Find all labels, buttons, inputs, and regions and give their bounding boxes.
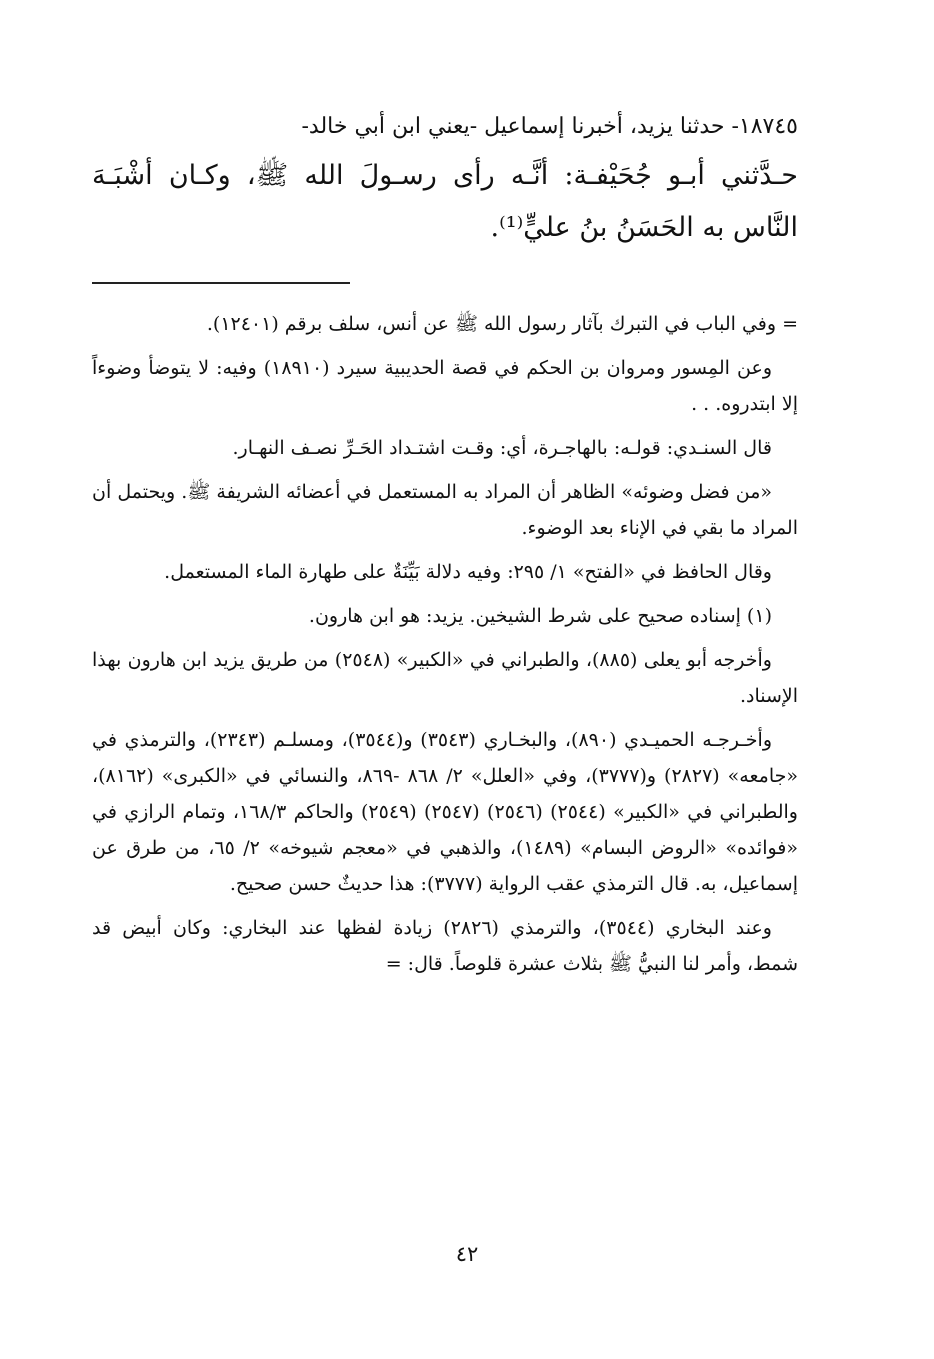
hadith-number-line: ١٨٧٤٥- حدثنا يزيد، أخبرنا إسماعيل -يعني ابن أبي خالد- (301, 114, 798, 139)
footnote-paragraph: وأخرجه أبو يعلى (٨٨٥)، والطبراني في «الكبير» (٢٥٤٨) من طريق يزيد ابن هارون بهذا الإسناد. (92, 649, 798, 707)
footnote-separator-wrap (92, 282, 798, 284)
footnote-paragraph: وقال الحافظ في «الفتح» ١/ ٢٩٥: وفيه دلالة بَيِّنَةٌ على طهارة الماء المستعمل. (164, 561, 772, 583)
page-number: ٤٢ (455, 1242, 479, 1266)
document-page (92, 100, 798, 990)
footnote-paragraph: قال السنـدي: قولـه: بالهاجـرة، أي: وقـت اشتـداد الحَـرِّ نصـف النهـار. (232, 437, 772, 459)
footnote-paragraph: «من فضل وضوئه» الظاهر أن المراد به المستعمل في أعضائه الشريفة ﷺ. ويحتمل أن المراد ما بقي في الإناء بعد الوضوء. (92, 481, 798, 539)
footnote-paragraph: (١) إسناده صحيح على شرط الشيخين. يزيد: هو ابن هارون. (308, 605, 772, 627)
hadith-text: حـدَّثني أبـو جُحَيْفـة: أنَّـه رأى رسـولَ الله ﷺ، وكـان أشْبَـهَ النَّاس به الحَسَنُ بنُ عليٍّ⁽¹⁾. (92, 160, 798, 243)
footnote-paragraph: وعند البخاري (٣٥٤٤)، والترمذي (٢٨٢٦) زيادة لفظها عند البخاري: وكان أبيض قد شمط، وأمر لنا النبيُّ ﷺ بثلاث عشرة قلوصاً. قال: = (92, 917, 798, 975)
footnote-paragraph: وعن المِسور ومروان بن الحكم في قصة الحديبية سيرد (١٨٩١٠) وفيه: لا يتوضأ وضوءاً إلا ابتدروه. . . (92, 357, 798, 415)
footnotes (92, 306, 798, 982)
footnote-separator (92, 282, 350, 284)
footnote-paragraph: وأخـرجـه الحميـدي (٨٩٠)، والبخـاري (٣٥٤٣) و(٣٥٤٤)، ومسلـم (٢٣٤٣)، والترمذي في «جامعه» (٢٨٢٧) و(٣٧٧٧)، وفي «العلل» ٢/ ٨٦٨ -٨٦٩، والنسائي في «الكبرى» (٨١٦٢)، والطبراني في «الكبير» (٢٥٤٤) (٢٥٤٦) (٢٥٤٧) (٢٥٤٩) والحاكم ١٦٨/٣، وتمام الرازي في «فوائده» «الروض البسام» (١٤٨٩)، والذهبي في «معجم شيوخه» ٢/ ٦٥، من طرق عن إسماعيل، به. قال الترمذي عقب الرواية (٣٧٧٧): هذا حديثٌ حسن صحيح. (92, 729, 798, 895)
footnote-paragraph: = وفي الباب في التبرك بآثار رسول الله ﷺ عن أنس، سلف برقم (١٢٤٠١). (206, 313, 798, 335)
